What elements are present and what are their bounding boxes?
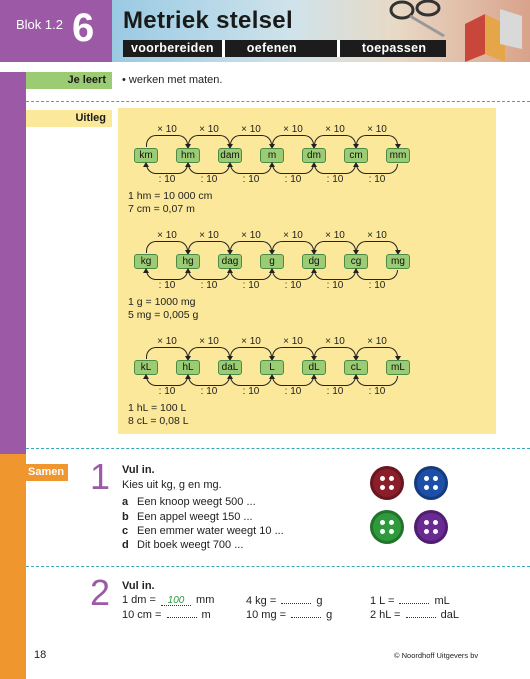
blocks-icon (460, 4, 530, 62)
unit-box: dag (218, 254, 242, 269)
arrow-left-icon (188, 164, 230, 174)
multiply-label: × 10 (241, 230, 261, 241)
arrow-left-icon (230, 270, 272, 280)
arrow-left-icon (146, 376, 188, 386)
unit-box: m (260, 148, 284, 163)
arrow-left-icon (272, 376, 314, 386)
unit-box: hm (176, 148, 200, 163)
arrow-left-icon (230, 376, 272, 386)
unit-box: cL (344, 360, 368, 375)
divide-label: : 10 (284, 280, 302, 291)
answer-blank[interactable] (291, 608, 321, 618)
arrow-right-icon (230, 135, 272, 147)
left-strip-purple (0, 72, 26, 454)
divide-label: : 10 (200, 280, 218, 291)
unit-ladder (126, 222, 405, 292)
divide-label: : 10 (284, 386, 302, 397)
divide-label: : 10 (158, 386, 176, 397)
unit-box: L (260, 360, 284, 375)
multiply-label: × 10 (367, 124, 387, 135)
multiply-label: × 10 (283, 230, 303, 241)
arrow-left-icon (146, 270, 188, 280)
arrow-right-icon (146, 347, 188, 359)
divide-label: : 10 (242, 386, 260, 397)
buttons-illustration (370, 466, 452, 546)
arrow-right-icon (230, 347, 272, 359)
conversion-fact: 1 hL = 100 L (128, 402, 187, 414)
unit-box: hL (176, 360, 200, 375)
arrow-left-icon (146, 164, 188, 174)
arrow-left-icon (272, 270, 314, 280)
arrow-right-icon (356, 241, 398, 253)
exercise-number: 1 (90, 456, 111, 497)
unit-box: g (260, 254, 284, 269)
page-number: 18 (34, 649, 47, 661)
arrow-left-icon (356, 270, 398, 280)
unit-box: dg (302, 254, 326, 269)
exercise-item[interactable]: c Een emmer water weegt 10 ... (122, 525, 284, 537)
arrow-right-icon (188, 135, 230, 147)
answer-blank[interactable]: 100 (161, 596, 191, 606)
multiply-label: × 10 (157, 230, 177, 241)
button-icon (414, 466, 448, 500)
arrow-right-icon (356, 347, 398, 359)
conversion-fact: 8 cL = 0,08 L (128, 415, 189, 427)
unit-box: dam (218, 148, 242, 163)
arrow-right-icon (272, 241, 314, 253)
answer-blank[interactable] (399, 594, 429, 604)
unit-box: mm (386, 148, 410, 163)
arrow-right-icon (188, 347, 230, 359)
arrow-left-icon (314, 164, 356, 174)
multiply-label: × 10 (325, 124, 345, 135)
arrow-right-icon (188, 241, 230, 253)
multiply-label: × 10 (283, 336, 303, 347)
samen-label: Samen (26, 464, 68, 481)
unit-box: daL (218, 360, 242, 375)
exercise-item[interactable]: d Dit boek weegt 700 ... (122, 539, 244, 551)
tab-voorbereiden[interactable]: voorbereiden (123, 40, 222, 57)
arrow-right-icon (146, 135, 188, 147)
arrow-right-icon (272, 135, 314, 147)
arrow-left-icon (314, 376, 356, 386)
arrow-right-icon (230, 241, 272, 253)
fill-in-item[interactable]: 4 kg = g (246, 595, 323, 607)
divide-label: : 10 (242, 174, 260, 185)
arrow-right-icon (314, 241, 356, 253)
chapter-number: 6 (72, 6, 95, 50)
arrow-right-icon (356, 135, 398, 147)
arrow-left-icon (356, 164, 398, 174)
exercise-subtitle: Kies uit kg, g en mg. (122, 479, 222, 491)
page-title: Metriek stelsel (123, 7, 293, 34)
divide-label: : 10 (200, 174, 218, 185)
exercise-number: 2 (90, 572, 111, 613)
divide-label: : 10 (200, 386, 218, 397)
divide-label: : 10 (326, 174, 344, 185)
unit-box: mg (386, 254, 410, 269)
arrow-left-icon (314, 270, 356, 280)
je-leert-text: • werken met maten. (122, 74, 223, 86)
button-icon (414, 510, 448, 544)
unit-box: kL (134, 360, 158, 375)
conversion-fact: 7 cm = 0,07 m (128, 203, 195, 215)
multiply-label: × 10 (157, 336, 177, 347)
conversion-fact: 1 hm = 10 000 cm (128, 190, 213, 202)
fill-in-item[interactable]: 2 hL = daL (370, 609, 459, 621)
unit-ladder (126, 116, 407, 186)
unit-box: dm (302, 148, 326, 163)
unit-ladder (126, 328, 405, 398)
scissors-icon (388, 0, 448, 40)
fill-in-item[interactable]: 1 L = mL (370, 595, 450, 607)
unit-box: cm (344, 148, 368, 163)
divide-label: : 10 (158, 174, 176, 185)
blok-label: Blok 1.2 (16, 17, 63, 32)
divide-label: : 10 (284, 174, 302, 185)
multiply-label: × 10 (367, 230, 387, 241)
multiply-label: × 10 (199, 336, 219, 347)
tab-oefenen[interactable]: oefenen (225, 40, 337, 57)
unit-box: hg (176, 254, 200, 269)
unit-box: mL (386, 360, 410, 375)
arrow-left-icon (188, 270, 230, 280)
section-tabs (123, 40, 446, 57)
conversion-fact: 1 g = 1000 mg (128, 296, 196, 308)
divider (26, 101, 530, 102)
multiply-label: × 10 (241, 336, 261, 347)
arrow-right-icon (314, 135, 356, 147)
answer-blank[interactable] (281, 594, 311, 604)
arrow-right-icon (272, 347, 314, 359)
multiply-label: × 10 (199, 124, 219, 135)
divide-label: : 10 (242, 280, 260, 291)
divide-label: : 10 (368, 280, 386, 291)
unit-box: kg (134, 254, 158, 269)
multiply-label: × 10 (241, 124, 261, 135)
tab-toepassen[interactable]: toepassen (340, 40, 447, 57)
button-icon (370, 466, 404, 500)
multiply-label: × 10 (367, 336, 387, 347)
multiply-label: × 10 (325, 336, 345, 347)
page-header (0, 0, 530, 62)
divide-label: : 10 (326, 280, 344, 291)
divide-label: : 10 (158, 280, 176, 291)
left-strip-orange (0, 454, 26, 679)
multiply-label: × 10 (157, 124, 177, 135)
multiply-label: × 10 (199, 230, 219, 241)
fill-in-item[interactable]: 10 cm = m (122, 609, 211, 621)
divide-label: : 10 (326, 386, 344, 397)
answer-blank[interactable] (167, 608, 197, 618)
uitleg-box (118, 108, 496, 434)
button-icon (370, 510, 404, 544)
divide-label: : 10 (368, 386, 386, 397)
divider (26, 448, 530, 449)
arrow-right-icon (314, 347, 356, 359)
unit-box: cg (344, 254, 368, 269)
arrow-left-icon (230, 164, 272, 174)
conversion-fact: 5 mg = 0,005 g (128, 309, 199, 321)
divider (26, 566, 530, 567)
copyright: © Noordhoff Uitgevers bv (394, 651, 479, 660)
unit-box: dL (302, 360, 326, 375)
unit-box: km (134, 148, 158, 163)
uitleg-label: Uitleg (26, 110, 112, 127)
fill-in-item[interactable]: 10 mg = g (246, 609, 333, 621)
arrow-left-icon (272, 164, 314, 174)
answer-blank[interactable] (406, 608, 436, 618)
arrow-right-icon (146, 241, 188, 253)
fill-in-item[interactable]: 1 dm = 100 mm (122, 594, 215, 606)
arrow-left-icon (356, 376, 398, 386)
multiply-label: × 10 (325, 230, 345, 241)
divide-label: : 10 (368, 174, 386, 185)
exercise-item[interactable]: a Een knoop weegt 500 ... (122, 496, 256, 508)
je-leert-label: Je leert (26, 72, 112, 89)
arrow-left-icon (188, 376, 230, 386)
exercise-title: Vul in. (122, 464, 155, 476)
exercise-item[interactable]: b Een appel weegt 150 ... (122, 511, 253, 523)
multiply-label: × 10 (283, 124, 303, 135)
exercise-title: Vul in. (122, 580, 155, 592)
